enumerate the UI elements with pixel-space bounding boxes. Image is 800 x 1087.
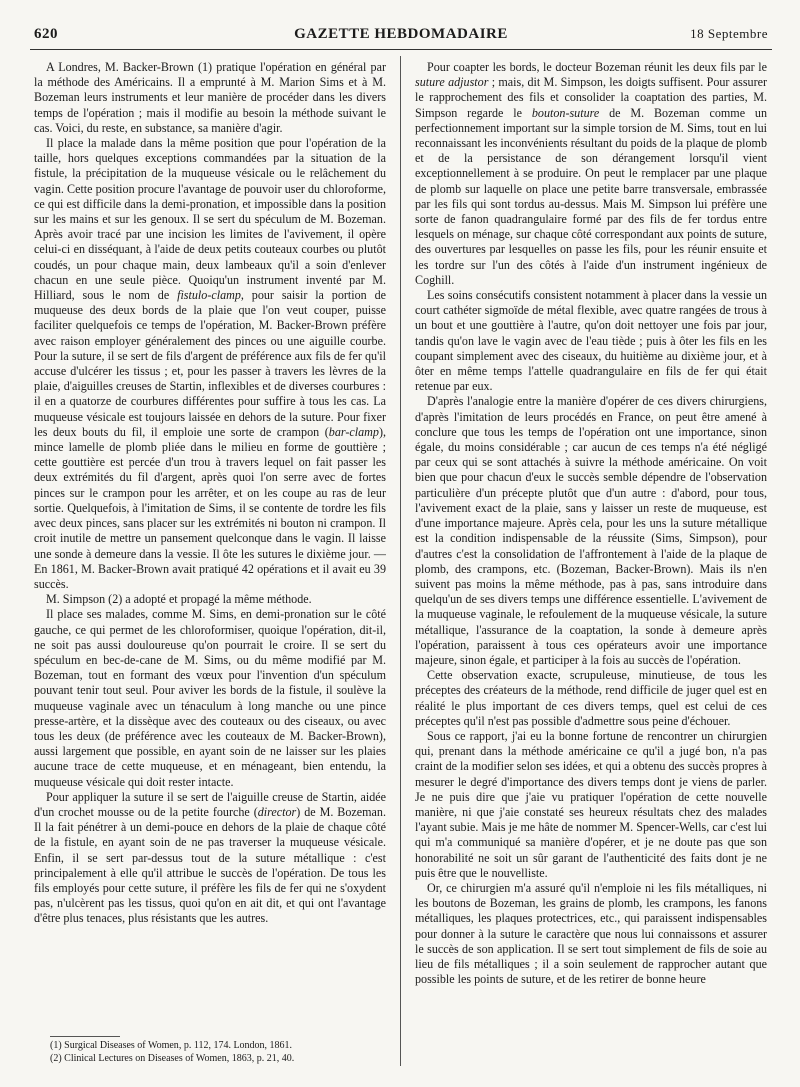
issue-date: 18 Septembre (690, 26, 768, 41)
paragraph: Il place la malade dans la même position que pour l'opération de la taille, hors quelques exceptions commandées par la situation de la fistule, la précipitation de la muqueuse vésicale ou le relâchement du vagin. Cette position procure l'avantage de pouvoir user du chloroforme, ce qui est difficile dans la demi-pronation, et impossible dans la position sur les mains et sur les genoux. Il se sert du spéculum de M. Bozeman. Après avoir tracé par une incision les limites de l'avivement, il opère celui-ci en disséquant, à l'aide de deux petits couteaux courbes ou plutôt coudés, un pour chaque main, deux lambeaux qu'il a soin d'enlever chacun en une seule pièce. Quoiqu'un instrument inventé par M. Hilliard, sous le nom de fistulo-clamp, pour saisir la portion de muqueuse des deux bords de la plaie que l'on veut couper, puisse faciliter quelquefois ce temps de l'opération, M. Backer-Brown préfère avec raison employer généralement des pinces ou une aiguille courbe. Pour la suture, il se sert de fils d'argent de préférence aux fils de fer qu'il accuse d'ulcérer les tissus ; et, pour les passer à travers les lèvres de la plaie, d'aiguilles creuses de Startin, inflexibles et de diverses courbures : il en a quatorze de courbures différentes pour suffire à tous les cas. La muqueuse vésicale est toujours laissée en dehors de la suture. Pour fixer les deux bouts du fil, il emploie une sorte de crampon (bar-clamp), mince lamelle de plomb pliée dans le milieu en forme de gouttière ; cette gouttière est percée d'un trou à travers lequel on fait passer les deux extrémités du fil d'argent, après quoi l'on serre avec de fortes pinces sur le crampon pour les arrêter, et on les coupe au ras de leur sortie. Quelquefois, à l'imitation de Sims, il se contente de tordre les fils avec deux pinces, sans placer sur les extrémités ni bouton ni crampon. Il croit inutile de mettre un pansement quelconque dans le vagin. Il laisse une sonde à demeure dans la vessie. Il ôte les sutures le dixième jour. — En 1861, M. Backer-Brown avait pratiqué 42 opérations et il avait eu 39 succès. (34, 136, 386, 591)
page-number: 620 (34, 26, 58, 42)
paragraph: Les soins consécutifs consistent notamment à placer dans la vessie un court cathéter sigmoïde de métal flexible, avec quatre rangées de trous à un bout et une gouttière à l'autre, qu'on doit nettoyer une fois par jour, tandis qu'on lave le vagin avec de l'eau tiède ; puis à ôter les fils en les coupant simplement avec des ciseaux, du huitième au dixième jour, et à ôter en même temps l'attelle quadrangulaire en fils de fer qui était retenue par eux. (415, 288, 767, 394)
footnote-rule (50, 1036, 120, 1037)
paragraph: Pour appliquer la suture il se sert de l'aiguille creuse de Startin, aidée d'un crochet mousse ou de la petite fourche (director) de M. Bozeman. Il la fait pénétrer à un demi-pouce en dehors de la plaie de chaque côté de la fistule, en ayant soin de ne pas traverser la muqueuse vésicale. Enfin, il se sert par-dessus tout de la suture métallique : c'est principalement à elle qu'il attribue le succès de l'opération. De tous les fils employés pour cette suture, il préfère les fils de fer qui ne s'oxydent pas, n'ulcèrent pas les tissus, quoi qu'on en ait dit, et qui ont l'avantage d'être plus tenaces, plus résistants que les autres. (34, 789, 386, 926)
footnotes (50, 1040, 386, 1065)
column-divider (400, 56, 401, 1066)
paragraph: Il place ses malades, comme M. Sims, en demi-pronation sur le côté gauche, ce qui permet de les chloroformiser, quoique l'opération, dit-il, ne soit pas aussi douloureuse qu'on pourrait le croire. Il se sert du spéculum en bec-de-cane de M. Sims, ou du même modifié par M. Bozeman, tout en formant des vœux pour l'invention d'un spéculum pouvant tenir tout seul. Pour aviver les bords de la fistule, il soulève la muqueuse vaginale avec un ténaculum à long manche ou une pince presse-artère, et la dissèque avec des couteaux ou des ciseaux, ou avec tous les deux (de préférence avec les couteaux de M. Backer-Brown), aussi largement que possible, en ayant soin de ne laisser sur les plaies aucune trace de cette muqueuse, et en ménageant, bien entendu, la muqueuse vésicale qui doit rester intacte. (34, 607, 386, 789)
paragraph: Or, ce chirurgien m'a assuré qu'il n'emploie ni les fils métalliques, ni les boutons de Bozeman, les grains de plomb, les crampons, les fanons métalliques, les plaques protectrices, etc., qui paraissent indispensables pour donner à la suture le caractère que nous lui connaissons et assurer le succès de son application. Il se sert tout simplement de fils de soie au lieu de fils métalliques ; il a soin seulement de rapprocher autant que possible les points de suture, et de les retirer de bonne heure (415, 880, 767, 987)
footnote: (2) Clinical Lectures on Diseases of Women, 1863, p. 21, 40. (50, 1052, 295, 1064)
page-header (34, 26, 768, 48)
paragraph: D'après l'analogie entre la manière d'opérer de ces divers chirurgiens, d'après l'imitation de leurs procédés en France, on peut être amené à conclure que tous les temps de l'opération ont une importance, sinon égale, du moins considérable ; car aucun de ces temps n'a été négligé par ceux qui se sont attachés à suivre la méthode américaine. On voit bien que pour chacun d'eux le succès semble dépendre de l'observation particulière d'un précepte plutôt que d'un autre : d'abord, pour tous, l'avivement exact de la plaie, sans y laisser un reste de muqueuse, est d'une importance majeure. Après cela, pour les uns la suture métallique est la condition indispensable de la réussite (Sims, Simpson), pour d'autres c'est la consolidation de l'affrontement à l'aide de la plaque de plomb, des crampons, etc. (Bozeman, Backer-Brown). Mais ils n'en suivent pas moins la même méthode, pas à pas, sans introduire dans quelqu'un de ses divers temps une différence essentielle. L'avivement de la muqueuse vaginale, le refoulement de la muqueuse vésicale, la suture métallique, l'assurance de la coaptation, la sonde à demeure après l'opération, paraissent à tous ces opérateurs avoir une importance majeure, sinon égale, et participer à la fois au succès de l'opération. (415, 394, 767, 667)
publication-title: GAZETTE HEBDOMADAIRE (294, 26, 508, 42)
left-column (34, 60, 386, 1035)
footnote: (1) Surgical Diseases of Women, p. 112, 174. London, 1861. (50, 1040, 293, 1051)
header-rule (30, 49, 772, 50)
paragraph: A Londres, M. Backer-Brown (1) pratique l'opération en général par la méthode des Américains. Il a emprunté à M. Marion Sims et à M. Bozeman leurs instruments et leur manière de procéder dans les divers temps de l'opération ; mais il modifie au besoin la méthode suivant le cas. Voici, du reste, en substance, sa manière d'agir. (34, 60, 386, 135)
paragraph: Cette observation exacte, scrupuleuse, minutieuse, de tous les préceptes des créateurs de la méthode, rend difficile de juger quel est en réalité le plus important de ces divers temps, quel est celui de ces préceptes qu'il n'est pas possible d'admettre sous peine d'échouer. (415, 668, 767, 728)
paragraph: Pour coapter les bords, le docteur Bozeman réunit les deux fils par le suture adjustor ; mais, dit M. Simpson, les doigts suffisent. Pour assurer le rapprochement des fils et consolider la coaptation des parties, M. Simpson regarde le bouton-suture de M. Bozeman comme un perfectionnement important sur la simple torsion de M. Sims, tout en lui reconnaissant les inconvénients résultant du poids de la plaque de plomb et de la persistance de son dérangement lorsqu'il vient exceptionnellement à se produire. On peut le remplacer par une plaque de plomb sur laquelle on place une petite barre transversale, embrassée par les fils qui sont tordus au-dessus. Mais M. Simpson lui préfère une sorte de fanon quadrangulaire formé par des fils de fer tordus entre lesquels on ménage, sur chaque côté correspondant aux points de suture, des ouvertures par lesquelles on passe les fils, pour les réunir ensuite et les tordre sur l'un des côtés à l'aide d'un instrument ingénieux de Coghill. (415, 60, 767, 287)
paragraph: Sous ce rapport, j'ai eu la bonne fortune de rencontrer un chirurgien qui, prenant dans la méthode américaine ce qu'il a jugé bon, n'a pas craint de la modifier selon ses idées, et qui a obtenu des succès propres à mesurer le degré d'importance des divers temps dont je viens de parler. Je ne puis dire que j'aie vu pratiquer l'opération de cette nouvelle manière, ni que j'aie constaté ses heureux résultats chez des malades l'ayant subie. Mais je me hâte de nommer M. Spencer-Wells, car c'est lui qui m'a communiqué sa manière d'opérer, et je ne doute pas que son honorabilité ne soit un sûr garant de l'authenticité des faits dont je ne puis être que le nouvelliste. (415, 728, 767, 880)
right-column (415, 60, 767, 1072)
paragraph: M. Simpson (2) a adopté et propagé la même méthode. (46, 592, 312, 607)
